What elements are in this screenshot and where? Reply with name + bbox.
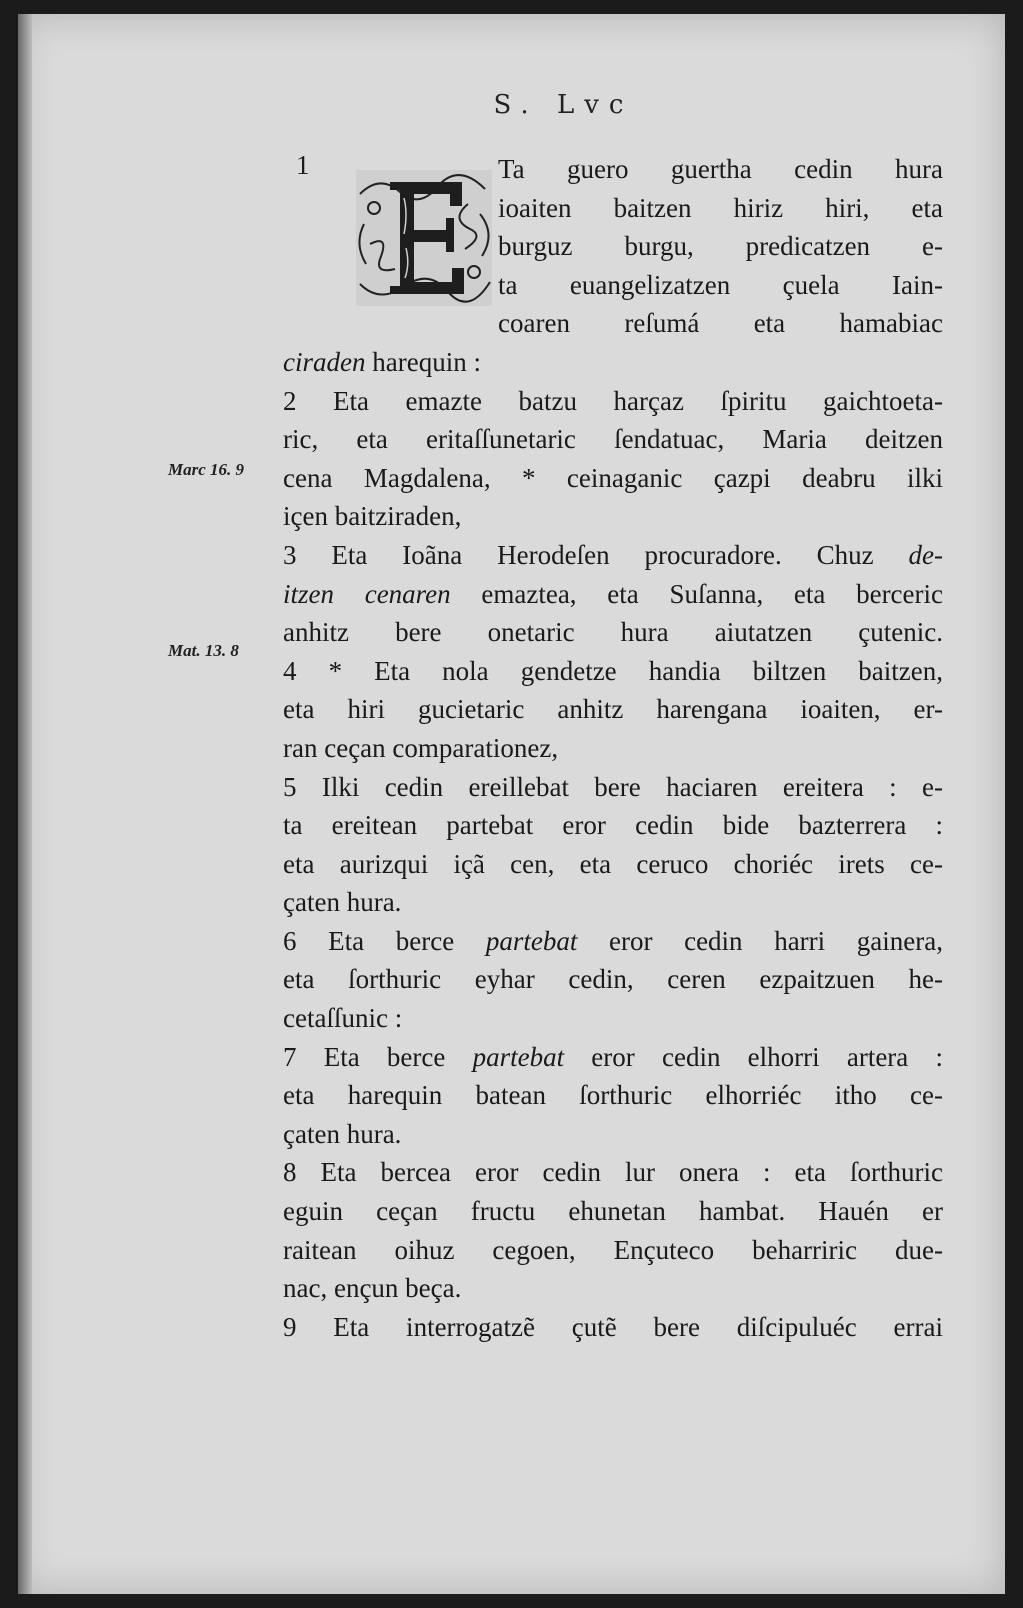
text-fragment: eror cedin harri gainera, [577, 925, 943, 956]
verse-number-1: 1 [296, 150, 310, 180]
italic-word: partebat [472, 1041, 565, 1072]
text-fragment: 6 Eta berce [283, 925, 486, 956]
text-line: 9 Eta interrogatzẽ çutẽ bere diſcipuluéc errai [283, 1311, 943, 1342]
text-line: eta ſorthuric eyhar cedin, ceren ezpaitzuen he- [283, 964, 943, 995]
text-line: eta hiri gucietaric anhitz harengana ioaiten, er- [283, 694, 943, 725]
text-fragment: harequin : [365, 346, 481, 377]
text-line: cetaſſunic : [283, 1003, 403, 1034]
page-header: S. Lvc [493, 90, 634, 120]
italic-word: itzen cenaren [283, 578, 451, 609]
text-line: ioaiten baitzen hiriz hiri, eta [498, 192, 943, 223]
text-line: nac, ençun beça. [283, 1273, 462, 1304]
text-line [283, 1038, 943, 1077]
text-line: raitean oihuz cegoen, Ençuteco beharriric due- [283, 1234, 943, 1265]
text-fragment: emaztea, eta Suſanna, eta berceric [450, 578, 944, 609]
text-line: 5 Ilki cedin ereillebat bere haciaren ereitera : e- [283, 771, 943, 802]
text-line: burguz burgu, predicatzen e- [498, 231, 943, 262]
text-fragment: 3 Eta Ioãna Herodeſen procuradore. Chuz [283, 539, 909, 570]
margin-reference-mat: Mat. 13. 8 [168, 641, 239, 660]
text-line [283, 343, 943, 382]
text-line: cena Magdalena, * ceinaganic çazpi deabru ilki [283, 462, 943, 493]
text-line: 8 Eta bercea eror cedin lur onera : eta ſorthuric [283, 1157, 943, 1188]
text-line: 4 * Eta nola gendetze handia biltzen baitzen, [283, 655, 943, 686]
text-line: çaten hura. [283, 887, 402, 918]
verse-text-block [283, 150, 943, 1346]
text-line: coaren reſumá eta hamabiac [498, 308, 943, 339]
text-line: eta harequin batean ſorthuric elhorriéc itho ce- [283, 1080, 943, 1111]
text-line: 2 Eta emazte batzu harçaz ſpiritu gaichtoeta- [283, 385, 943, 416]
text-line: içen baitziraden, [283, 501, 462, 532]
text-line: ric, eta eritaſſunetaric ſendatuac, Maria deitzen [283, 424, 943, 455]
text-line [283, 536, 943, 575]
text-line: ran ceçan comparationez, [283, 732, 559, 763]
margin-reference-marc: Marc 16. 9 [168, 460, 245, 479]
text-line: Ta guero guertha cedin hura [498, 154, 943, 184]
text-line: ta euangelizatzen çuela Iain- [498, 269, 943, 300]
text-fragment: 7 Eta berce [283, 1041, 473, 1072]
text-line: ta ereitean partebat eror cedin bide bazterrera : [283, 810, 943, 841]
text-line: eguin ceçan fructu ehunetan hambat. Hauén er [283, 1196, 943, 1227]
text-line: anhitz bere onetaric hura aiutatzen çutenic. [283, 617, 943, 648]
text-line: eta aurizqui içã cen, eta ceruco choriéc irets ce- [283, 848, 943, 879]
text-line [283, 922, 943, 961]
text-line: çaten hura. [283, 1118, 402, 1149]
text-line [283, 575, 943, 614]
italic-word: de- [908, 539, 943, 570]
italic-word: ciraden [283, 346, 366, 377]
italic-word: partebat [485, 925, 578, 956]
text-fragment: eror cedin elhorri artera : [564, 1041, 944, 1072]
book-spine [18, 14, 32, 1594]
